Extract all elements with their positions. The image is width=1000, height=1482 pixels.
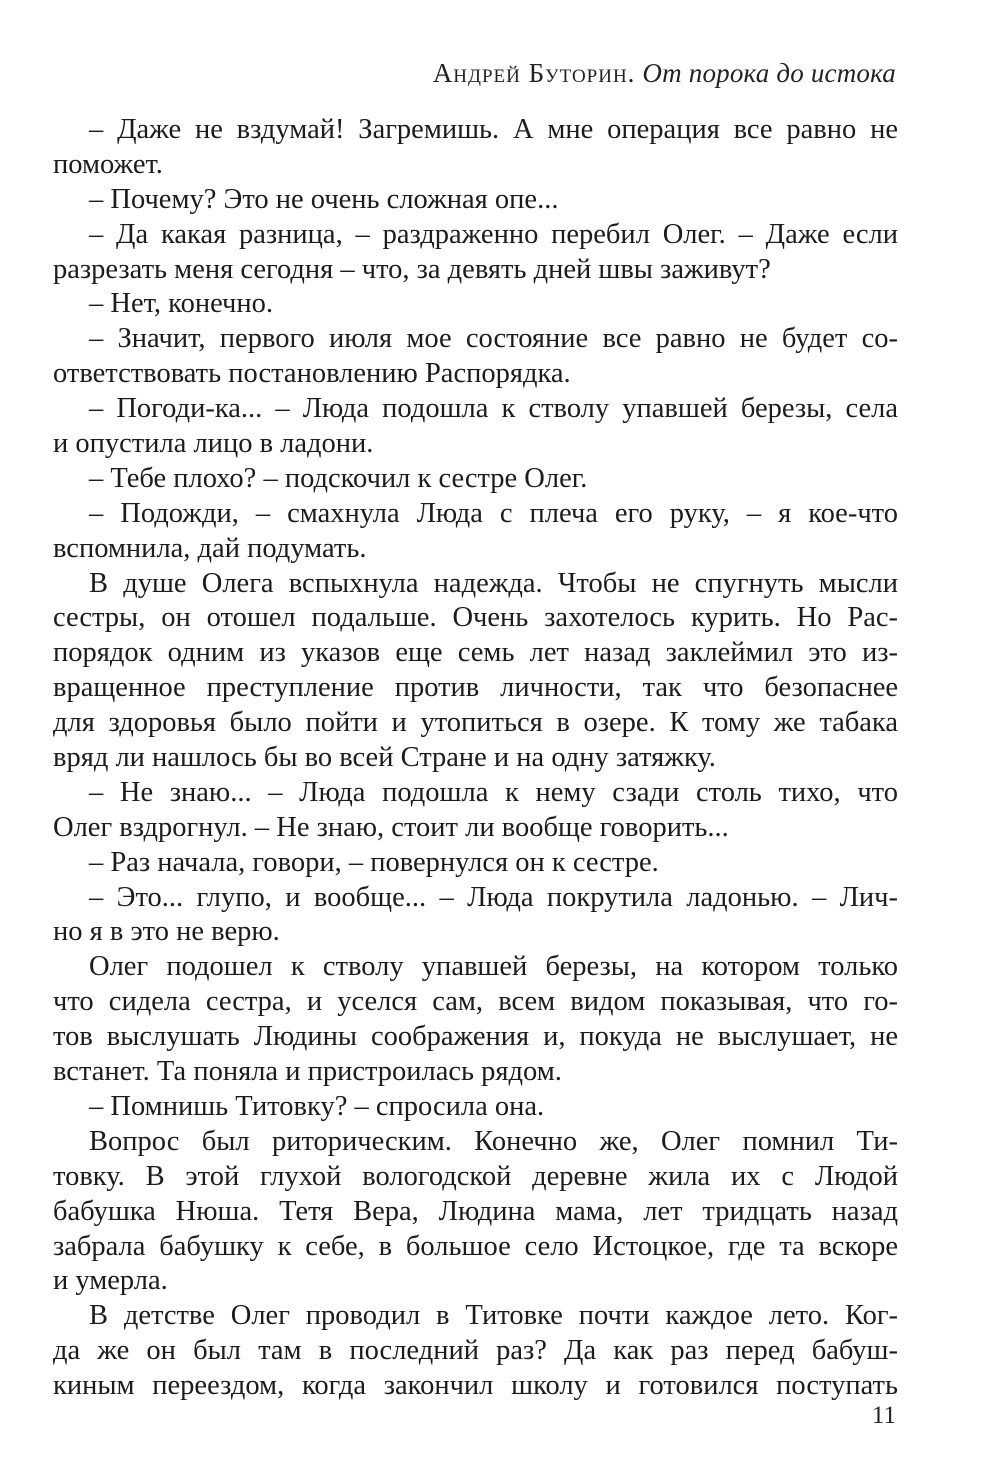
text-line: да же он был там в последний раз? Да как раз перед бабуш- (53, 1335, 898, 1367)
text-line: встанет. Та поняла и пристроилась рядом. (53, 1056, 562, 1088)
text-line: товку. В этой глухой вологодской деревне жила их с Людой (53, 1160, 898, 1192)
text-line: для здоровья было пойти и утопиться в озере. К тому же табака (53, 707, 898, 739)
running-head-author: Андрей Буторин. (432, 58, 636, 88)
text-line: – Подожди, – смахнула Люда с плеча его руку, – я кое-что (89, 497, 898, 529)
text-line: В душе Олега вспыхнула надежда. Чтобы не спугнуть мысли (89, 567, 898, 599)
text-line: – Раз начала, говори, – повернулся он к сестре. (89, 846, 659, 878)
text-line: – Нет, конечно. (89, 288, 273, 320)
text-line: но я в это не верю. (53, 916, 280, 948)
text-line: – Почему? Это не очень сложная опе... (89, 183, 559, 215)
text-line: тов выслушать Людины соображения и, покуда не выслушает, не (53, 1021, 898, 1053)
text-line: и опустила лицо в ладони. (53, 428, 374, 460)
text-line: что сидела сестра, и уселся сам, всем видом показывая, что го- (53, 986, 898, 1018)
text-line: забрала бабушку к себе, в большое село Истоцкое, где та вскоре (53, 1230, 898, 1262)
text-line: ответствовать постановлению Распорядка. (53, 358, 571, 390)
text-line: поможет. (53, 148, 163, 180)
text-line: Олег подошел к стволу упавшей березы, на котором только (89, 951, 898, 983)
text-line: и умерла. (53, 1265, 168, 1297)
text-line: киным переездом, когда закончил школу и готовился поступать (53, 1370, 898, 1402)
text-line: вряд ли нашлось бы во всей Стране и на одну затяжку. (53, 742, 716, 774)
text-line: Вопрос был риторическим. Конечно же, Олег помнил Ти- (89, 1125, 898, 1157)
text-line: В детстве Олег проводил в Титовке почти каждое лето. Ког- (89, 1300, 898, 1332)
running-head-book-title: От порока до истока (642, 58, 896, 88)
text-line: вспомнила, дай подумать. (53, 532, 367, 564)
text-line: сестры, он отошел подальше. Очень захотелось курить. Но Рас- (53, 602, 898, 634)
text-line: – Значит, первого июля мое состояние все равно не будет со- (89, 323, 898, 355)
text-line: – Это... глупо, и вообще... – Люда покрутила ладонью. – Лич- (89, 881, 898, 913)
text-line: Олег вздрогнул. – Не знаю, стоит ли вообще говорить... (53, 811, 729, 843)
text-line: – Даже не вздумай! Загремишь. А мне операция все равно не (89, 114, 898, 145)
text-line: – Да какая разница, – раздраженно перебил Олег. – Даже если (89, 218, 898, 250)
body-text (53, 113, 898, 1404)
text-line: – Погоди-ка... – Люда подошла к стволу упавшей березы, села (89, 393, 898, 425)
text-line: – Тебе плохо? – подскочил к сестре Олег. (89, 462, 588, 494)
text-line: – Помнишь Титовку? – спросила она. (89, 1090, 545, 1122)
text-line: вращенное преступление против личности, так что безопаснее (53, 672, 898, 704)
running-head (433, 58, 896, 89)
text-line: – Не знаю... – Люда подошла к нему сзади столь тихо, что (89, 776, 898, 808)
text-line: разрезать меня сегодня – что, за девять дней швы заживут? (53, 253, 771, 285)
text-line: порядок одним из указов еще семь лет назад заклеймил это из- (53, 637, 898, 669)
text-line: бабушка Нюша. Тетя Вера, Людина мама, лет тридцать назад (53, 1195, 898, 1227)
page-number: 11 (871, 1402, 896, 1429)
